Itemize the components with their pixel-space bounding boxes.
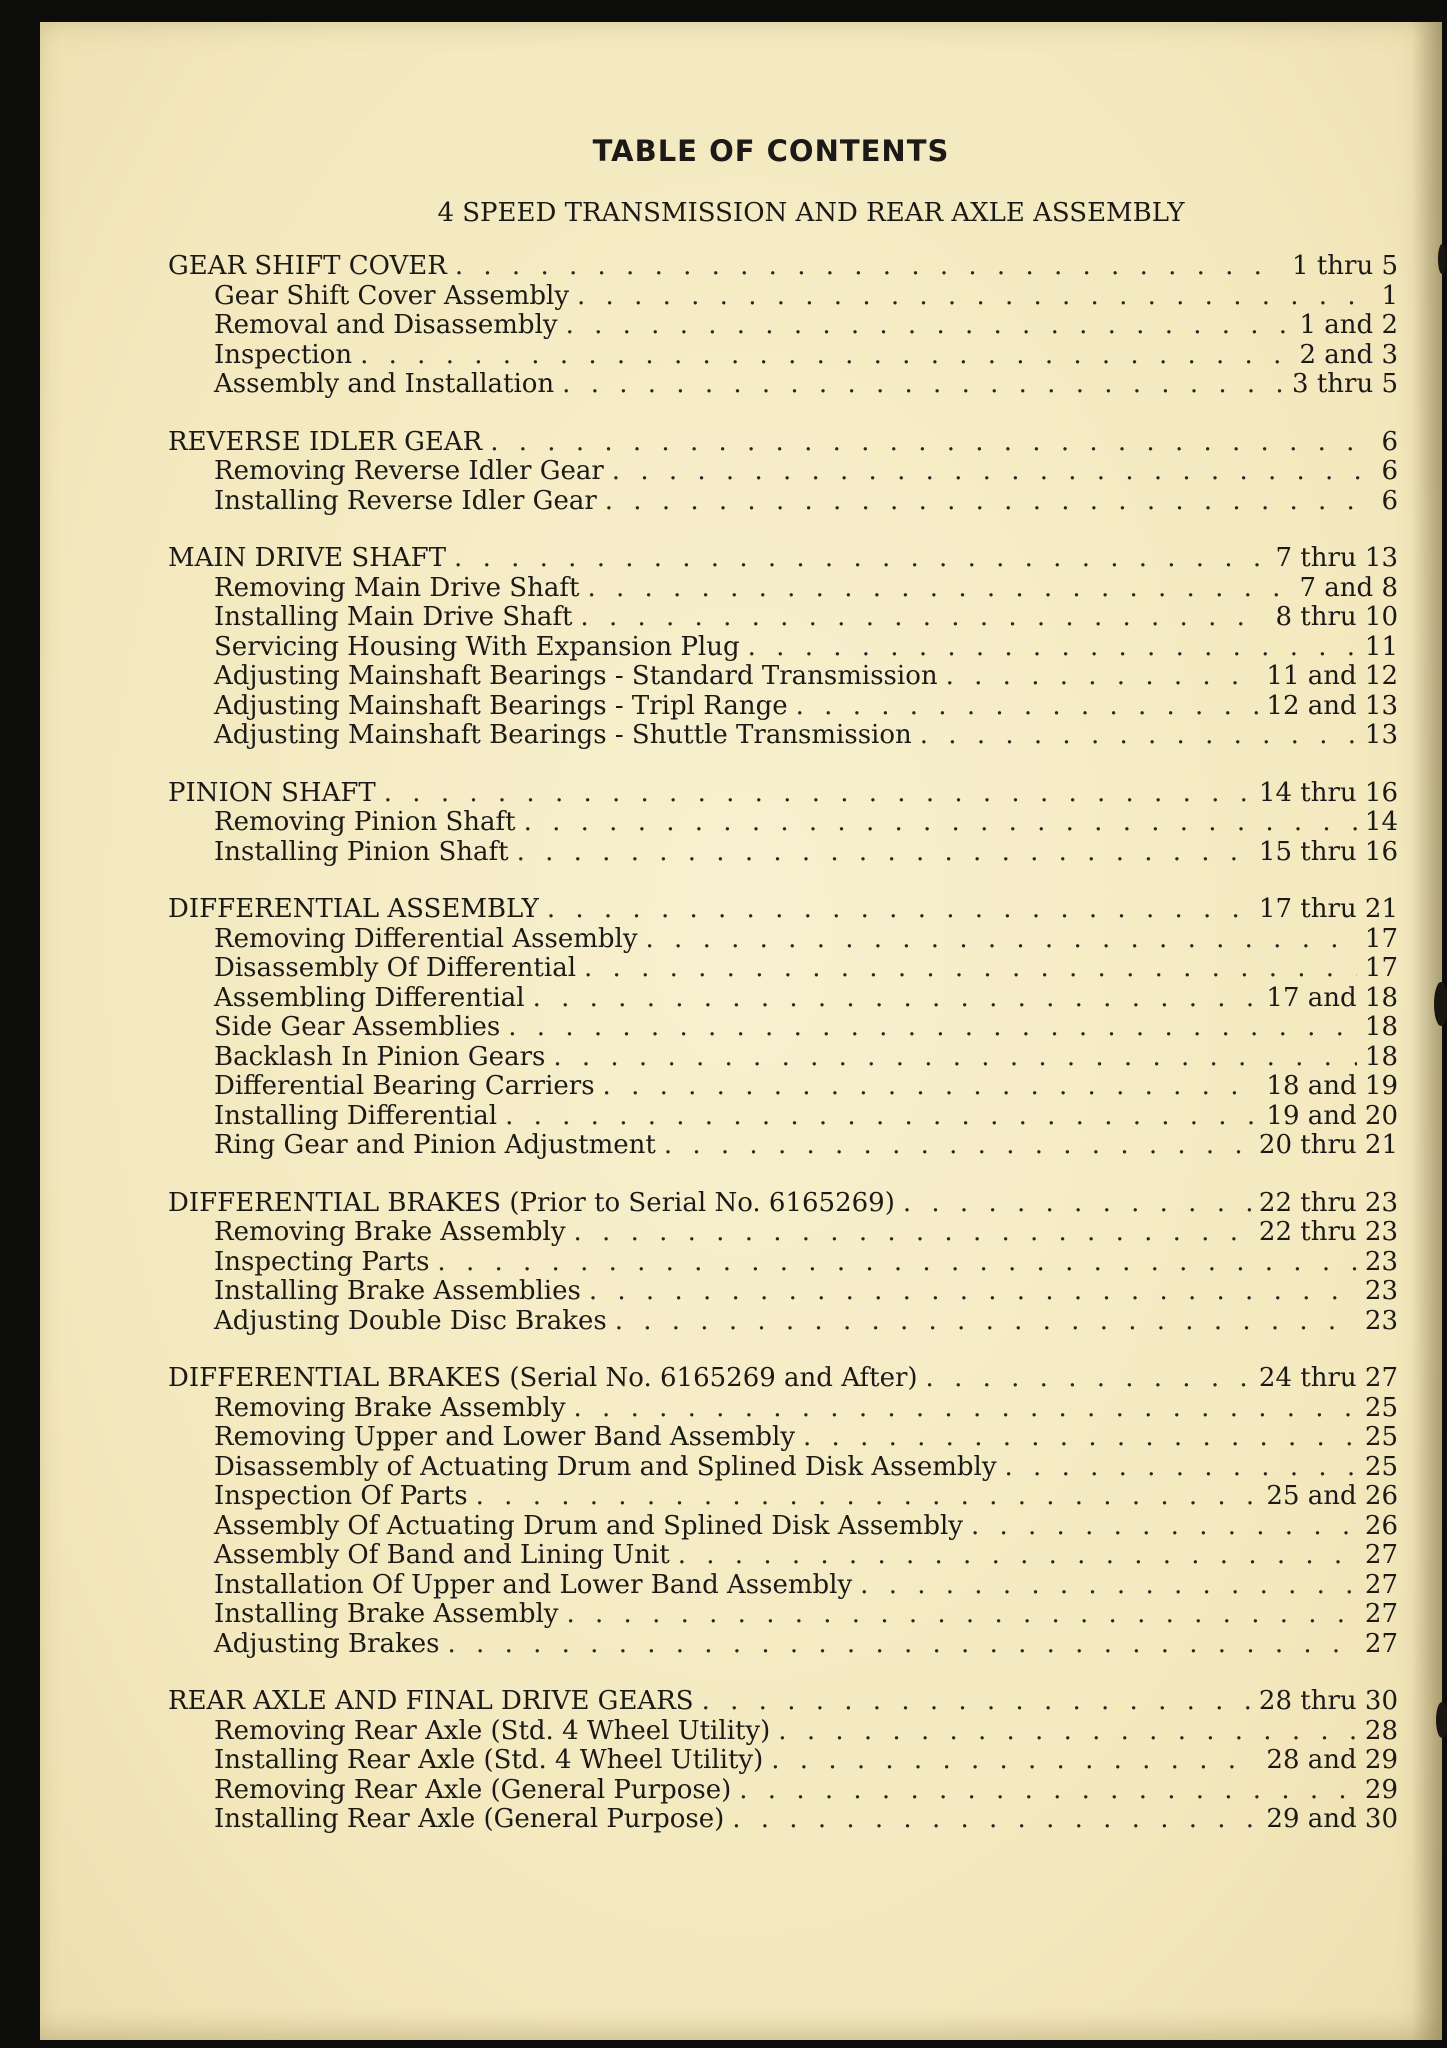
dot-leader: [903, 1189, 1251, 1219]
toc-entry-label: Removing Differential Assembly: [214, 923, 638, 954]
toc-entry: [168, 1541, 1398, 1571]
toc-entry-pages: 17 and 18: [1266, 982, 1398, 1013]
toc-heading: [168, 252, 1398, 282]
toc-heading-pages: 6: [1381, 426, 1398, 457]
toc-entry-pages: 15 thru 16: [1258, 836, 1398, 867]
dot-leader: [455, 252, 1284, 282]
toc-entry-label: Removing Brake Assembly: [214, 1217, 566, 1247]
dot-leader: [437, 1248, 1356, 1278]
toc-heading-label: DIFFERENTIAL BRAKES (Serial No. 6165269 and After): [168, 1363, 918, 1393]
toc-entry-pages: 23: [1364, 1246, 1398, 1277]
dot-leader: [612, 457, 1374, 487]
toc-entry-label: Installation Of Upper and Lower Band Assembly: [214, 1569, 853, 1600]
toc-entry-pages: 17: [1364, 923, 1398, 954]
page-subtitle: 4 SPEED TRANSMISSION AND REAR AXLE ASSEMBLY: [437, 198, 1185, 228]
toc-heading: [168, 895, 1398, 925]
dot-leader: [454, 544, 1267, 574]
toc-entry-label: Removing Pinion Shaft: [214, 807, 516, 837]
toc-heading-label: DIFFERENTIAL BRAKES (Prior to Serial No. 6165269): [168, 1187, 895, 1218]
toc-entry: [168, 1013, 1398, 1043]
toc-entry-label: Inspection Of Parts: [214, 1481, 468, 1511]
dot-leader: [566, 311, 1292, 341]
toc-entry-label: Removing Reverse Idler Gear: [214, 456, 604, 486]
dot-leader: [553, 1043, 1357, 1073]
toc-entry: [168, 633, 1398, 663]
toc-entry: [168, 721, 1398, 751]
toc-entry: [168, 1746, 1398, 1776]
toc-entry: [168, 925, 1398, 955]
toc-entry-pages: 25 and 26: [1266, 1481, 1398, 1511]
toc-entry-label: Inspecting Parts: [214, 1246, 430, 1277]
toc-entry-pages: 27: [1364, 1628, 1398, 1659]
toc-entry-label: Installing Brake Assemblies: [214, 1276, 581, 1306]
toc-entry-label: Installing Main Drive Shaft: [214, 602, 573, 632]
dot-leader: [384, 779, 1251, 809]
dot-leader: [584, 954, 1357, 984]
toc-entry-pages: 29: [1364, 1774, 1398, 1805]
toc-entry-pages: 27: [1364, 1599, 1398, 1629]
toc-entry: [168, 662, 1398, 692]
toc-entry: [168, 1776, 1398, 1806]
binding-hole: [1436, 1702, 1447, 1738]
toc-entry: [168, 1043, 1398, 1073]
toc-entry-pages: 27: [1364, 1569, 1398, 1600]
toc-entry: [168, 1805, 1398, 1835]
toc-entry-label: Removing Brake Assembly: [214, 1392, 566, 1423]
toc-entry-label: Disassembly of Actuating Drum and Splined Disk Assembly: [214, 1451, 997, 1482]
toc-entry: [168, 457, 1398, 487]
toc-entry: [168, 1248, 1398, 1278]
dot-leader: [946, 662, 1259, 692]
toc-entry-pages: 25: [1364, 1451, 1398, 1482]
toc-entry: [168, 487, 1398, 517]
toc-entry-pages: 1 and 2: [1299, 310, 1398, 340]
toc-section: [168, 252, 1398, 400]
toc-entry-label: Adjusting Double Disc Brakes: [214, 1305, 607, 1336]
toc-entry-pages: 28 and 29: [1266, 1745, 1398, 1775]
toc-entry-label: Adjusting Mainshaft Bearings - Shuttle Transmission: [214, 720, 912, 750]
toc-entry-pages: 11 and 12: [1266, 661, 1398, 691]
toc-entry: [168, 1102, 1398, 1132]
toc-entry-label: Removing Main Drive Shaft: [214, 572, 580, 603]
dot-leader: [517, 838, 1251, 868]
toc-entry-pages: 20 thru 21: [1258, 1130, 1398, 1160]
dot-leader: [920, 721, 1357, 751]
toc-entry-label: Installing Brake Assembly: [214, 1599, 559, 1629]
toc-entry-label: Assembling Differential: [214, 982, 525, 1013]
dot-leader: [664, 1131, 1251, 1161]
toc-entry: [168, 1482, 1398, 1512]
toc-entry-pages: 3 thru 5: [1292, 369, 1398, 399]
toc-entry-label: Assembly Of Band and Lining Unit: [214, 1540, 670, 1570]
toc-entry: [168, 984, 1398, 1014]
dot-leader: [562, 370, 1284, 400]
toc-entry-label: Installing Rear Axle (Std. 4 Wheel Utility): [214, 1745, 764, 1775]
toc-entry-pages: 7 and 8: [1299, 572, 1398, 603]
dot-leader: [605, 487, 1374, 517]
dot-leader: [678, 1541, 1357, 1571]
dot-leader: [732, 1805, 1258, 1835]
toc-entry: [168, 1072, 1398, 1102]
toc-entry: [168, 1307, 1398, 1337]
toc-entry-label: Adjusting Mainshaft Bearings - Tripl Range: [214, 690, 788, 721]
dot-leader: [603, 1072, 1259, 1102]
toc-entry-label: Removal and Disassembly: [214, 310, 558, 340]
dot-leader: [702, 1687, 1251, 1717]
dot-leader: [589, 1277, 1357, 1307]
toc-entry-label: Installing Pinion Shaft: [214, 836, 509, 867]
toc-section: [168, 428, 1398, 517]
dot-leader: [508, 1013, 1357, 1043]
toc-section: [168, 1189, 1398, 1337]
dot-leader: [567, 1600, 1357, 1630]
dot-leader: [796, 692, 1259, 722]
dot-leader: [524, 808, 1357, 838]
toc-entry-pages: 6: [1381, 485, 1398, 516]
toc-entry-label: Servicing Housing With Expansion Plug: [214, 631, 740, 662]
toc-entry-pages: 25: [1364, 1392, 1398, 1423]
toc-section: [168, 544, 1398, 751]
toc-entry: [168, 692, 1398, 722]
toc-entry-pages: 29 and 30: [1266, 1804, 1398, 1834]
toc-section: [168, 1364, 1398, 1659]
toc-entry: [168, 1453, 1398, 1483]
toc-entry-pages: 23: [1364, 1276, 1398, 1306]
dot-leader: [926, 1364, 1251, 1394]
page-shadow-edge: [1412, 22, 1442, 2040]
toc-entry-label: Ring Gear and Pinion Adjustment: [214, 1130, 656, 1160]
toc-heading-label: DIFFERENTIAL ASSEMBLY: [168, 894, 539, 924]
dot-leader: [505, 1102, 1258, 1132]
toc-entry: [168, 1423, 1398, 1453]
dot-leader: [971, 1512, 1357, 1542]
toc-entry-pages: 18: [1364, 1012, 1398, 1042]
toc-entry: [168, 574, 1398, 604]
toc-heading-pages: 24 thru 27: [1258, 1363, 1398, 1393]
toc-entry-label: Removing Upper and Lower Band Assembly: [214, 1422, 796, 1452]
toc-entry-pages: 28: [1364, 1715, 1398, 1746]
toc-entry: [168, 1131, 1398, 1161]
toc-section: [168, 895, 1398, 1161]
dot-leader: [574, 1394, 1357, 1424]
dot-leader: [646, 925, 1357, 955]
toc-heading: [168, 428, 1398, 458]
toc-heading-pages: 28 thru 30: [1258, 1686, 1398, 1716]
dot-leader: [748, 633, 1357, 663]
toc-entry-pages: 1: [1381, 280, 1398, 311]
toc-entry-pages: 14: [1364, 807, 1398, 837]
toc-entry: [168, 838, 1398, 868]
toc-heading: [168, 544, 1398, 574]
toc-entry-label: Assembly and Installation: [214, 369, 555, 399]
toc-entry: [168, 1717, 1398, 1747]
toc-entry-pages: 8 thru 10: [1275, 602, 1398, 632]
toc-heading: [168, 779, 1398, 809]
dot-leader: [547, 895, 1251, 925]
toc-entry-label: Installing Differential: [214, 1100, 498, 1131]
toc-entry-pages: 18: [1364, 1041, 1398, 1072]
toc-entry-pages: 17: [1364, 953, 1398, 983]
toc-entry-pages: 19 and 20: [1266, 1100, 1398, 1131]
dot-leader: [580, 603, 1267, 633]
toc-entry-label: Adjusting Mainshaft Bearings - Standard Transmission: [214, 661, 938, 691]
toc-heading: [168, 1189, 1398, 1219]
toc-heading-pages: 22 thru 23: [1258, 1187, 1398, 1218]
dot-leader: [587, 574, 1291, 604]
toc-heading-label: MAIN DRIVE SHAFT: [168, 543, 447, 573]
toc-entry-pages: 13: [1364, 720, 1398, 750]
binding-mark: [1438, 244, 1446, 274]
toc-heading-label: REAR AXLE AND FINAL DRIVE GEARS: [168, 1686, 694, 1716]
toc-entry: [168, 1571, 1398, 1601]
toc-entry-pages: 27: [1364, 1540, 1398, 1570]
binding-hole: [1434, 982, 1447, 1026]
dot-leader: [574, 1218, 1251, 1248]
toc-entry-label: Inspection: [214, 339, 353, 370]
toc-entry-pages: 26: [1364, 1510, 1398, 1541]
toc-entry-pages: 6: [1381, 456, 1398, 486]
toc-entry: [168, 282, 1398, 312]
dot-leader: [490, 428, 1373, 458]
toc-entry-label: Disassembly Of Differential: [214, 953, 577, 983]
toc-entry: [168, 1512, 1398, 1542]
dot-leader: [739, 1776, 1357, 1806]
toc-entry: [168, 1277, 1398, 1307]
toc-entry-label: Differential Bearing Carriers: [214, 1071, 595, 1101]
toc-entry-pages: 22 thru 23: [1258, 1217, 1398, 1247]
toc-entry-pages: 2 and 3: [1299, 339, 1398, 370]
toc-entry-label: Gear Shift Cover Assembly: [214, 280, 570, 311]
toc-entry: [168, 341, 1398, 371]
dot-leader: [360, 341, 1291, 371]
document-page: [40, 22, 1442, 2040]
toc-entry-label: Removing Rear Axle (General Purpose): [214, 1774, 732, 1805]
table-of-contents: [168, 252, 1398, 1863]
toc-entry: [168, 1394, 1398, 1424]
page-title: TABLE OF CONTENTS: [592, 134, 950, 168]
toc-entry: [168, 1600, 1398, 1630]
toc-entry: [168, 370, 1398, 400]
toc-entry-pages: 23: [1364, 1305, 1398, 1336]
dot-leader: [771, 1746, 1258, 1776]
toc-entry-label: Installing Reverse Idler Gear: [214, 485, 597, 516]
toc-entry: [168, 1630, 1398, 1660]
dot-leader: [615, 1307, 1357, 1337]
toc-entry: [168, 808, 1398, 838]
dot-leader: [803, 1423, 1357, 1453]
toc-entry-pages: 18 and 19: [1266, 1071, 1398, 1101]
toc-heading-label: GEAR SHIFT COVER: [168, 251, 447, 281]
dot-leader: [1005, 1453, 1357, 1483]
toc-entry-pages: 25: [1364, 1422, 1398, 1452]
toc-entry: [168, 1218, 1398, 1248]
toc-entry-pages: 12 and 13: [1266, 690, 1398, 721]
toc-section: [168, 779, 1398, 868]
toc-entry-label: Adjusting Brakes: [214, 1628, 440, 1659]
toc-heading-label: REVERSE IDLER GEAR: [168, 426, 483, 457]
toc-entry-label: Side Gear Assemblies: [214, 1012, 501, 1042]
toc-heading: [168, 1364, 1398, 1394]
dot-leader: [476, 1482, 1259, 1512]
dot-leader: [778, 1717, 1357, 1747]
toc-heading-pages: 7 thru 13: [1275, 543, 1398, 573]
toc-entry-label: Removing Rear Axle (Std. 4 Wheel Utility): [214, 1715, 771, 1746]
toc-entry: [168, 954, 1398, 984]
toc-entry: [168, 311, 1398, 341]
dot-leader: [448, 1630, 1357, 1660]
toc-heading-pages: 14 thru 16: [1258, 777, 1398, 808]
dot-leader: [860, 1571, 1357, 1601]
toc-entry-label: Installing Rear Axle (General Purpose): [214, 1804, 725, 1834]
toc-heading-label: PINION SHAFT: [168, 777, 376, 808]
toc-entry-label: Assembly Of Actuating Drum and Splined Disk Assembly: [214, 1510, 963, 1541]
dot-leader: [577, 282, 1373, 312]
toc-entry: [168, 603, 1398, 633]
toc-heading: [168, 1687, 1398, 1717]
toc-entry-pages: 11: [1364, 631, 1398, 662]
toc-heading-pages: 17 thru 21: [1258, 894, 1398, 924]
toc-heading-pages: 1 thru 5: [1292, 251, 1398, 281]
toc-entry-label: Backlash In Pinion Gears: [214, 1041, 546, 1072]
dot-leader: [533, 984, 1259, 1014]
toc-section: [168, 1687, 1398, 1835]
